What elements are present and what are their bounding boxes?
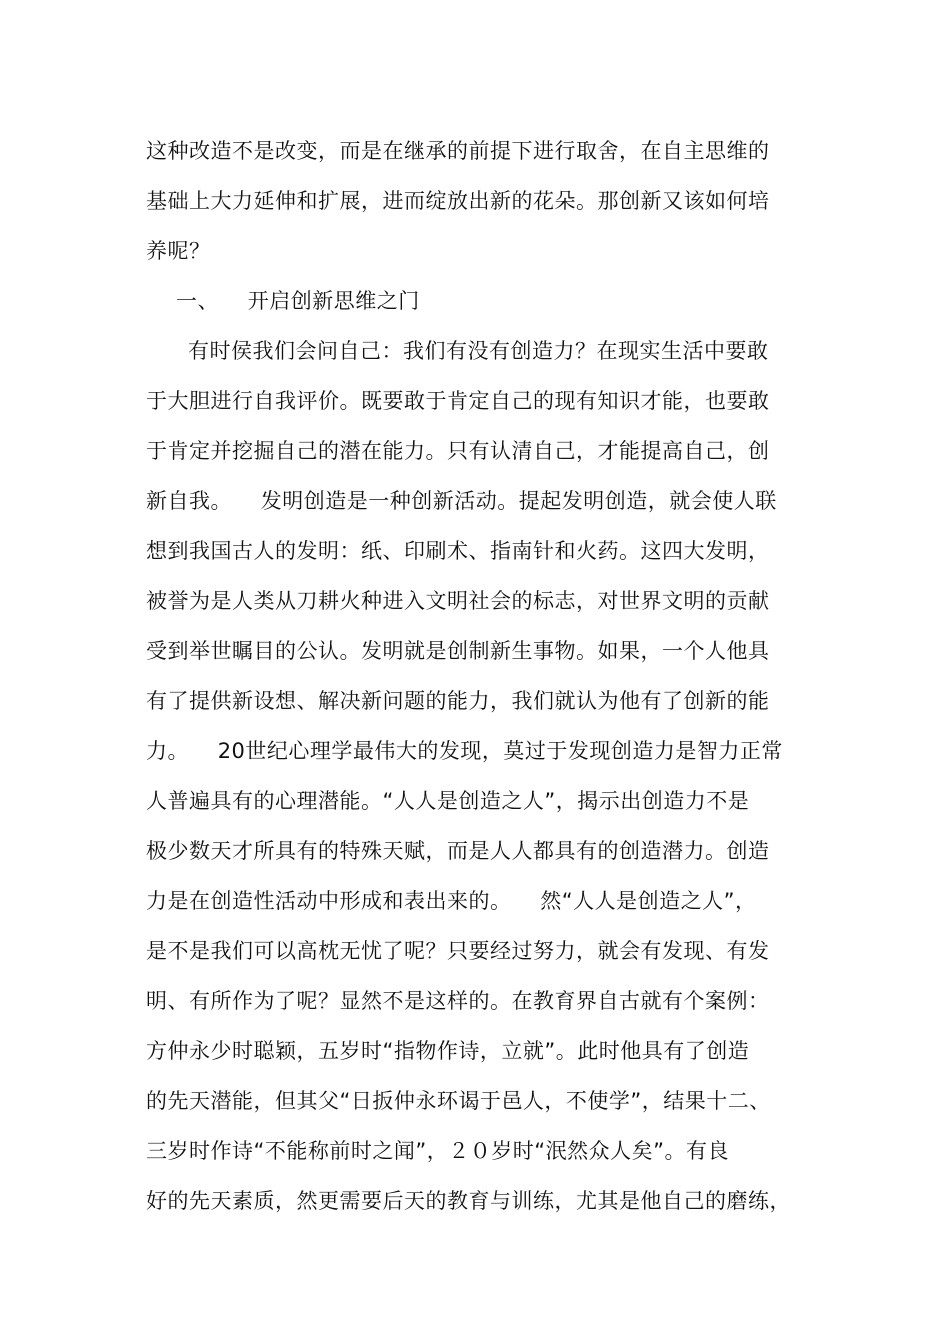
body-text-line: 新自我。 发明创造是一种创新活动。提起发明创造，就会使人联 — [146, 489, 777, 513]
body-text-line: 有时侯我们会问自己：我们有没有创造力？在现实生活中要敢 — [188, 339, 769, 363]
body-text-line: 被誉为是人类从刀耕火种进入文明社会的标志，对世界文明的贡献 — [146, 589, 770, 613]
body-text-line: 受到举世瞩目的公认。发明就是创制新生事物。如果，一个人他具 — [146, 639, 770, 663]
body-text-line: 极少数天才所具有的特殊天赋，而是人人都具有的创造潜力。创造 — [146, 839, 770, 863]
body-text-line: 这种改造不是改变，而是在继承的前提下进行取舍，在自主思维的 — [146, 139, 770, 163]
body-text-line: 是不是我们可以高枕无忧了呢？只要经过努力，就会有发现、有发 — [146, 939, 770, 963]
body-text-line: 好的先天素质，然更需要后天的教育与训练，尤其是他自己的磨练， — [146, 1189, 791, 1213]
body-text-line: 方仲永少时聪颖，五岁时“指物作诗，立就”。此时他具有了创造 — [146, 1039, 750, 1063]
body-text-line: 三岁时作诗“不能称前时之闻”，２０岁时“泯然众人矣”。有良 — [146, 1139, 730, 1163]
body-text-line: 明、有所作为了呢？显然不是这样的。在教育界自古就有个案例： — [146, 989, 770, 1013]
body-text-line: 力。 20世纪心理学最伟大的发现，莫过于发现创造力是智力正常 — [146, 739, 783, 763]
body-text-line: 人普遍具有的心理潜能。“人人是创造之人”，揭示出创造力不是 — [146, 789, 750, 813]
body-text-line: 于大胆进行自我评价。既要敢于肯定自己的现有知识才能，也要敢 — [146, 389, 770, 413]
body-text-line: 的先天潜能，但其父“日扳仲永环谒于邑人，不使学”，结果十二、 — [146, 1089, 771, 1113]
body-text-line: 有了提供新设想、解决新问题的能力，我们就认为他有了创新的能 — [146, 689, 770, 713]
section-heading: 一、 开启创新思维之门 — [176, 289, 420, 313]
body-text-line: 力是在创造性活动中形成和表出来的。 然“人人是创造之人”， — [146, 889, 757, 913]
body-text-line: 基础上大力延伸和扩展，进而绽放出新的花朵。那创新又该如何培 — [146, 189, 770, 213]
body-text-line: 于肯定并挖掘自己的潜在能力。只有认清自己，才能提高自己，创 — [146, 439, 770, 463]
body-text-line: 养呢？ — [146, 239, 211, 263]
body-text-line: 想到我国古人的发明：纸、印刷术、指南针和火药。这四大发明， — [146, 539, 770, 563]
